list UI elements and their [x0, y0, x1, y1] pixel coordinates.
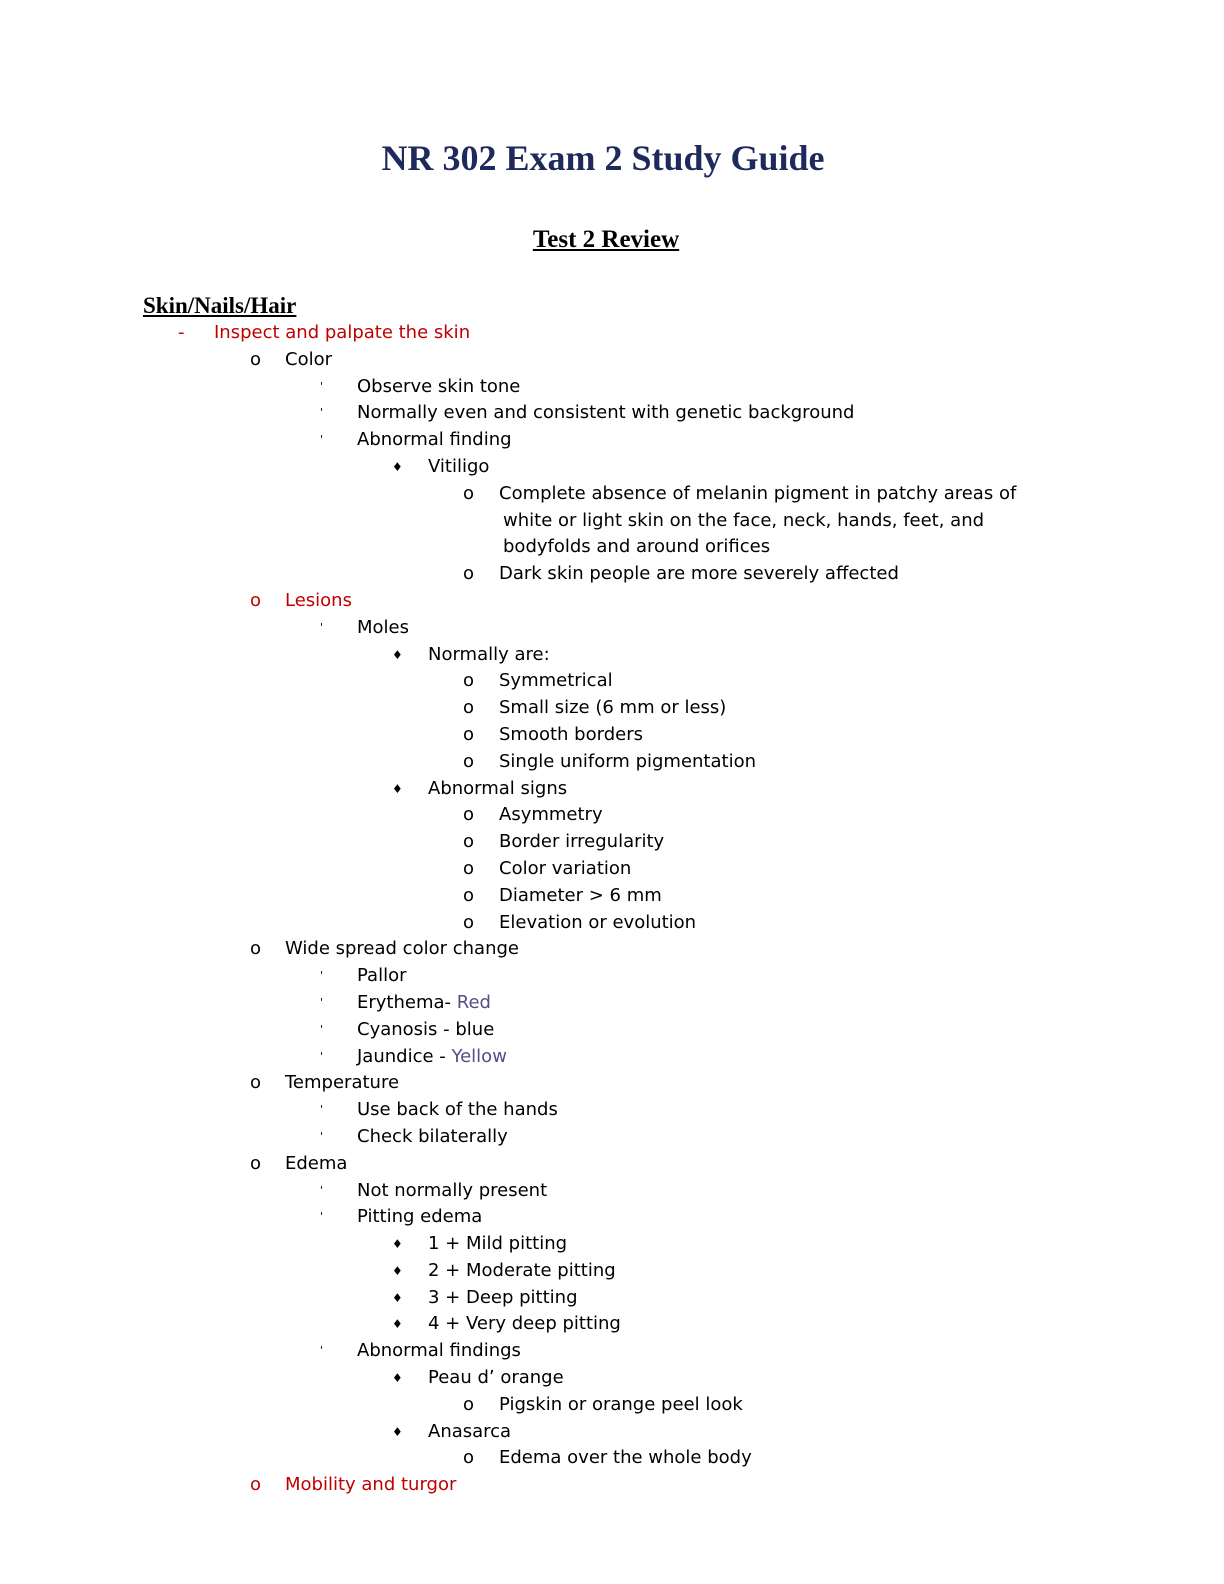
outline-item — [0, 1231, 1224, 1258]
outline-item — [0, 856, 1224, 883]
outline-item — [0, 427, 1224, 454]
outline-item — [0, 374, 1224, 401]
outline-item-text — [503, 534, 770, 561]
outline-item-label: Pallor — [357, 965, 407, 987]
outline-item-label: 3 + Deep pitting — [428, 1286, 578, 1308]
outline-item-text — [357, 400, 854, 427]
outline-item — [0, 588, 1224, 615]
outline-item-label: Moles — [357, 616, 409, 638]
outline-item-text — [428, 1258, 616, 1285]
outline-item-text — [428, 1311, 621, 1338]
circle-bullet-icon: o — [250, 1474, 262, 1496]
tick-bullet-icon: ' — [320, 1344, 324, 1358]
outline-item-text — [428, 454, 489, 481]
outline-item-text — [503, 508, 984, 535]
outline-item-text — [285, 1151, 347, 1178]
outline-item-text — [357, 1044, 507, 1071]
outline-item — [0, 1472, 1224, 1499]
outline-item-text — [499, 910, 696, 937]
page-subtitle: Test 2 Review — [532, 226, 680, 253]
outline-item-label: Symmetrical — [499, 670, 613, 692]
outline-item-text — [499, 668, 613, 695]
outline-item — [0, 1070, 1224, 1097]
circle-bullet-icon: o — [463, 670, 475, 692]
diamond-bullet-icon: ♦ — [392, 1317, 403, 1332]
outline-item-label: Observe skin tone — [357, 375, 521, 397]
tick-bullet-icon: ' — [320, 433, 324, 447]
outline-item-label: white or light skin on the face, neck, hands, feet, and — [503, 509, 985, 531]
section-heading: Skin/Nails/Hair — [143, 293, 297, 318]
outline-item-text — [499, 1445, 752, 1472]
outline-item-label: Abnormal finding — [357, 429, 512, 451]
outline-item-label: Diameter > 6 mm — [499, 884, 662, 906]
outline-item-label: Dark skin people are more severely affected — [499, 563, 899, 585]
outline-item-text — [357, 1178, 547, 1205]
outline-item-label: Small size (6 mm or less) — [499, 697, 727, 719]
outline-item-text — [428, 1285, 578, 1312]
outline-item — [0, 1258, 1224, 1285]
outline-item-text — [285, 347, 332, 374]
outline-item-label: Peau d’ orange — [428, 1367, 564, 1389]
outline-item-text — [499, 722, 643, 749]
outline-item-label: Cyanosis - blue — [357, 1018, 495, 1040]
outline-item — [0, 1124, 1224, 1151]
page-title: NR 302 Exam 2 Study Guide — [381, 138, 825, 178]
outline-item — [0, 1097, 1224, 1124]
tick-bullet-icon: ' — [320, 1103, 324, 1117]
tick-bullet-icon: ' — [320, 969, 324, 983]
outline-item-label: Normally even and consistent with genetic background — [357, 402, 855, 424]
outline-item — [0, 534, 1224, 561]
circle-bullet-icon: o — [250, 1072, 262, 1094]
outline-item — [0, 910, 1224, 937]
circle-bullet-icon: o — [250, 1152, 262, 1174]
outline-item-label: Pigskin or orange peel look — [499, 1393, 743, 1415]
outline-item-text — [499, 883, 662, 910]
outline-item-label: Vitiligo — [428, 455, 490, 477]
outline-item-text — [357, 374, 520, 401]
outline-item-text — [357, 1124, 508, 1151]
outline-item-label: Anasarca — [428, 1420, 512, 1442]
circle-bullet-icon: o — [463, 831, 475, 853]
outline-item — [0, 1178, 1224, 1205]
outline-item — [0, 776, 1224, 803]
outline-item-text — [357, 990, 491, 1017]
circle-bullet-icon: o — [463, 563, 475, 585]
tick-bullet-icon: ' — [320, 995, 324, 1009]
outline-item — [0, 749, 1224, 776]
outline-item-text — [357, 1017, 494, 1044]
outline-item-text — [428, 776, 567, 803]
outline-item-text — [285, 588, 352, 615]
outline-item — [0, 963, 1224, 990]
tick-bullet-icon: ' — [320, 620, 324, 634]
outline-item — [0, 642, 1224, 669]
circle-bullet-icon: o — [463, 857, 475, 879]
outline-item-label: 4 + Very deep pitting — [428, 1313, 621, 1335]
outline-item-label: Edema — [285, 1152, 348, 1174]
outline-item — [0, 320, 1224, 347]
outline-item — [0, 1419, 1224, 1446]
circle-bullet-icon: o — [463, 1393, 475, 1415]
outline-item — [0, 481, 1224, 508]
outline-item-text — [499, 749, 756, 776]
outline-item — [0, 1365, 1224, 1392]
outline-item — [0, 1017, 1224, 1044]
tick-bullet-icon: ' — [320, 406, 324, 420]
diamond-bullet-icon: ♦ — [392, 1371, 403, 1386]
outline-item-text — [499, 561, 899, 588]
outline-item-label: Jaundice - — [357, 1045, 452, 1067]
outline-item-label: Erythema- — [357, 991, 457, 1013]
outline-item-text — [285, 936, 519, 963]
circle-bullet-icon: o — [463, 884, 475, 906]
outline-item-text — [499, 1392, 743, 1419]
outline-item — [0, 561, 1224, 588]
outline-item-label: Check bilaterally — [357, 1125, 508, 1147]
diamond-bullet-icon: ♦ — [392, 1290, 403, 1305]
outline-item — [0, 1311, 1224, 1338]
diamond-bullet-icon: ♦ — [392, 1263, 403, 1278]
circle-bullet-icon: o — [250, 938, 262, 960]
diamond-bullet-icon: ♦ — [392, 459, 403, 474]
outline-item-label: bodyfolds and around orifices — [503, 536, 771, 558]
circle-bullet-icon: o — [463, 697, 475, 719]
outline-item-label: Not normally present — [357, 1179, 548, 1201]
outline-item-label: Inspect and palpate the skin — [214, 322, 471, 343]
outline-item — [0, 1338, 1224, 1365]
outline-item — [0, 695, 1224, 722]
tick-bullet-icon: ' — [320, 1183, 324, 1197]
outline-item — [0, 1445, 1224, 1472]
dash-bullet-icon: - — [178, 322, 185, 343]
outline-item-text — [499, 829, 664, 856]
circle-bullet-icon: o — [463, 911, 475, 933]
circle-bullet-icon: o — [463, 804, 475, 826]
outline-item-color-word: Red — [456, 991, 491, 1013]
outline-item-label: Temperature — [285, 1072, 400, 1094]
outline-item-label: Color — [285, 348, 332, 370]
outline-item-label: Color variation — [499, 857, 632, 879]
outline-item — [0, 668, 1224, 695]
outline-item-label: Abnormal signs — [428, 777, 568, 799]
outline-item-text — [357, 1204, 482, 1231]
circle-bullet-icon: o — [463, 482, 475, 504]
outline-item — [0, 508, 1224, 535]
outline-item-text — [357, 1097, 558, 1124]
outline-item-text — [428, 642, 550, 669]
outline-item-text — [285, 1070, 399, 1097]
outline-item-label: Use back of the hands — [357, 1099, 558, 1121]
outline-item-text — [214, 320, 470, 347]
outline-item-text — [357, 963, 407, 990]
outline-item-label: Elevation or evolution — [499, 911, 697, 933]
circle-bullet-icon: o — [250, 348, 262, 370]
outline-item — [0, 802, 1224, 829]
outline-item — [0, 454, 1224, 481]
outline-item-label: Lesions — [285, 589, 352, 611]
outline-item-label: Mobility and turgor — [285, 1474, 457, 1496]
outline-item-label: Abnormal findings — [357, 1340, 521, 1362]
outline-item — [0, 1392, 1224, 1419]
outline-item-label: 1 + Mild pitting — [428, 1233, 568, 1255]
tick-bullet-icon: ' — [320, 1129, 324, 1143]
tick-bullet-icon: ' — [320, 1049, 324, 1063]
outline-item-text — [428, 1231, 567, 1258]
outline-item-label: 2 + Moderate pitting — [428, 1259, 616, 1281]
outline-item-text — [357, 1338, 521, 1365]
tick-bullet-icon: ' — [320, 379, 324, 393]
outline-item — [0, 829, 1224, 856]
circle-bullet-icon: o — [463, 723, 475, 745]
outline-item-label: Border irregularity — [499, 831, 665, 853]
circle-bullet-icon: o — [463, 1447, 475, 1469]
outline-item-label: Pitting edema — [357, 1206, 483, 1228]
outline-item-label: Edema over the whole body — [499, 1447, 752, 1469]
circle-bullet-icon: o — [250, 589, 262, 611]
outline-item — [0, 1151, 1224, 1178]
tick-bullet-icon: ' — [320, 1022, 324, 1036]
outline-item-text — [285, 1472, 456, 1499]
outline-item-text — [499, 481, 1016, 508]
outline-item-label: Complete absence of melanin pigment in patchy areas of — [499, 482, 1017, 504]
outline-item — [0, 990, 1224, 1017]
circle-bullet-icon: o — [463, 750, 475, 772]
outline-item — [0, 1285, 1224, 1312]
outline-item-label: Normally are: — [428, 643, 550, 665]
outline-item — [0, 1044, 1224, 1071]
outline-item — [0, 347, 1224, 374]
outline-item-text — [428, 1419, 511, 1446]
outline-item — [0, 722, 1224, 749]
diamond-bullet-icon: ♦ — [392, 1237, 403, 1252]
outline-item-text — [499, 802, 603, 829]
outline-item-label: Wide spread color change — [285, 938, 519, 960]
diamond-bullet-icon: ♦ — [392, 781, 403, 796]
outline-item — [0, 400, 1224, 427]
outline-item-text — [357, 427, 512, 454]
outline-item-label: Asymmetry — [499, 804, 603, 826]
outline-item — [0, 615, 1224, 642]
outline-item-label: Smooth borders — [499, 723, 643, 745]
outline-item-color-word: Yellow — [451, 1045, 507, 1067]
tick-bullet-icon: ' — [320, 1210, 324, 1224]
outline-item-text — [499, 856, 631, 883]
outline-item — [0, 936, 1224, 963]
outline-item-text — [499, 695, 726, 722]
diamond-bullet-icon: ♦ — [392, 647, 403, 662]
outline-item-text — [428, 1365, 564, 1392]
outline-item-text — [357, 615, 409, 642]
outline-item — [0, 883, 1224, 910]
outline-item-label: Single uniform pigmentation — [499, 750, 757, 772]
diamond-bullet-icon: ♦ — [392, 1424, 403, 1439]
outline-list — [0, 320, 1224, 1499]
outline-item — [0, 1204, 1224, 1231]
